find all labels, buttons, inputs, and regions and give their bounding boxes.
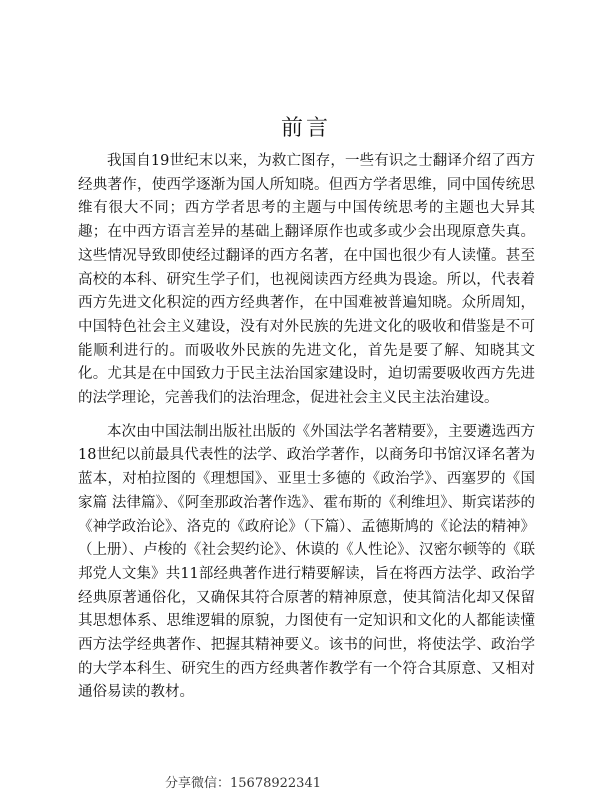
paragraph-1: 我国自19世纪末以来，为救亡图存，一些有识之士翻译介绍了西方经典著作，使西学逐渐为国人所知晓。但西方学者思维，同中国传统思维有很大不同；西方学者思考的主题与中国传统思考的主题也大异其趣；在中西方语言差异的基础上翻译原作也或多或少会出现原意失真。这些情况导致即使经过翻译的西方名著，在中国也很少有人读懂。甚至高校的本科、研究生学子们，也视阅读西方经典为畏途。所以，代表着西方先进文化积淀的西方经典著作，在中国难被普遍知晓。众所周知，中国特色社会主义建设，没有对外民族的先进文化的吸收和借鉴是不可能顺利进行的。而吸收外民族的先进文化，首先是要了解、知晓其文化。尤其是在中国致力于民主法治国家建设时，迫切需要吸收西方先进的法学理论，完善我们的法治理念，促进社会主义民主法治建设。 [78,153,535,407]
page-title: 前言 [280,115,331,141]
preface-body [78,150,535,705]
share-wechat-note: 分享微信：15678922341 [165,776,321,791]
paragraph-2: 本次由中国法制出版社出版的《外国法学名著精要》，主要遴选西方18世纪以前最具代表性的法学、政治学著作，以商务印书馆汉译名著为蓝本，对柏拉图的《理想国》、亚里士多德的《政治学》、西塞罗的《国家篇 法律篇》、《阿奎那政治著作选》、霍布斯的《利维坦》、斯宾诺莎的《神学政治论》、洛克的《政府论》（下篇）、孟德斯鸠的《论法的精神》（上册）、卢梭的《社会契约论》、休谟的《人性论》、汉密尔顿等的《联邦党人文集》共11部经典著作进行精要解读，旨在将西方法学、政治学经典原著通俗化，又确保其符合原著的精神原意，使其简洁化却又保留其思想体系、思维逻辑的原貌，力图使有一定知识和文化的人都能读懂西方法学经典著作、把握其精神要义。该书的问世，将使法学、政治学的大学本科生、研究生的西方经典著作教学有一个符合其原意、又相对通俗易读的教材。 [78,423,535,701]
